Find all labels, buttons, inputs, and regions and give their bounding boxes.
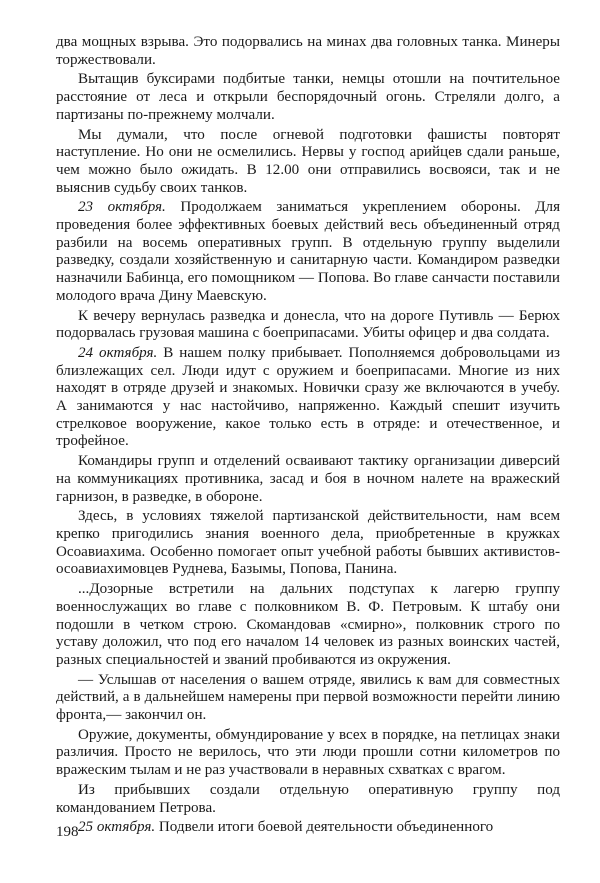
paragraph-12-date: 25 октября. bbox=[78, 819, 156, 836]
paragraph-7 bbox=[56, 508, 560, 579]
paragraph-1 bbox=[56, 71, 560, 124]
paragraph-6-text: Командиры групп и отделений осваивают тактику организации диверсий на коммуникациях противника, засад и боя в ночном налете на вражеский гарнизон, в разведке, в обороне. bbox=[56, 453, 560, 505]
paragraph-9 bbox=[56, 672, 560, 725]
paragraph-0-text: два мощных взрыва. Это подорвались на минах два головных танка. Минеры торжествовали. bbox=[56, 34, 560, 68]
paragraph-3 bbox=[56, 199, 560, 305]
paragraph-3-date: 23 октября. bbox=[78, 199, 166, 216]
page-number: 198 bbox=[56, 824, 79, 840]
paragraph-12-text: Подвели итоги боевой деятельности объединенного bbox=[155, 819, 494, 836]
paragraph-0 bbox=[56, 34, 560, 69]
paragraph-2 bbox=[56, 127, 560, 198]
paragraph-9-text: — Услышав от населения о вашем отряде, явились к вам для совместных действий, а в дальнейшем намерены при первой возможности перейти линию фронта,— закончил он. bbox=[56, 671, 560, 724]
paragraph-10 bbox=[56, 727, 560, 780]
paragraph-3-text: Продолжаем заниматься укреплением обороны. Для проведения более эффективных боевых действий весь объединенный отряд разбили на восемь оперативных групп. В отдельную группу выделили разведку, создали хозяйственную и санитарную части. Командиром разведки назначили Бабинца, его помощником — Попова. Во главе санчасти поставили молодого врача Дину Маевскую. bbox=[56, 199, 561, 304]
paragraph-8-text: ...Дозорные встретили на дальних подступах к лагерю группу военнослужащих во главе с полковником В. Ф. Петровым. К штабу они подошли в четком строю. Скомандовав «смирно», полковник строго по уставу доложил, что под его началом 14 человек из разных воинских частей, разных специальностей и званий пробиваются из окружения. bbox=[56, 581, 560, 668]
paragraph-5-date: 24 октября. bbox=[78, 344, 158, 361]
paragraph-1-text: Вытащив буксирами подбитые танки, немцы отошли на почтительное расстояние от леса и открыли беспорядочный огонь. Стреляли долго, а партизаны по-прежнему молчали. bbox=[56, 71, 560, 123]
paragraph-6 bbox=[56, 453, 560, 506]
paragraph-8 bbox=[56, 581, 560, 670]
paragraph-11-text: Из прибывших создали отдельную оперативную группу под командованием Петрова. bbox=[56, 781, 560, 816]
paragraph-5-text: В нашем полку прибывает. Пополняемся добровольцами из близлежащих сел. Люди идут с оружием и боеприпасами. Многие из них находят в отряде друзей и знакомых. Новички сразу же включаются в учебу. А занимаются у нас настойчиво, напряженно. Каждый спешит изучить стрелковое вооружение, какое только есть в отряде: и отечественное, и трофейное. bbox=[56, 344, 560, 450]
paragraph-4-text: К вечеру вернулась разведка и донесла, что на дороге Путивль — Берюх подорвалась грузовая машина с боеприпасами. Убиты офицер и два солдата. bbox=[56, 307, 560, 342]
paragraph-10-text: Оружие, документы, обмундирование у всех в порядке, на петлицах знаки различия. Просто не верилось, что эти люди прошли сотни километров по вражеским тылам и не раз участвовали в неравных схватках с врагом. bbox=[56, 726, 560, 779]
paragraph-11 bbox=[56, 782, 560, 817]
paragraph-12 bbox=[56, 819, 560, 837]
paragraph-5 bbox=[56, 345, 560, 451]
paragraph-4 bbox=[56, 308, 560, 343]
page-body bbox=[56, 34, 560, 837]
paragraph-7-text: Здесь, в условиях тяжелой партизанской действительности, нам всем крепко пригодились знания военного дела, приобретенные в кружках Осоавиахима. Особенно помогает опыт учебной работы бывших активистов-осоавиахимовцев Руднева, Базымы, Попова, Панина. bbox=[56, 508, 560, 578]
paragraph-2-text: Мы думали, что после огневой подготовки фашисты повторят наступление. Но они не осмелились. Нервы у господ арийцев сдали раньше, чем можно было ожидать. В 12.00 они отправились восвояси, так и не выяснив судьбу своих танков. bbox=[56, 126, 560, 196]
